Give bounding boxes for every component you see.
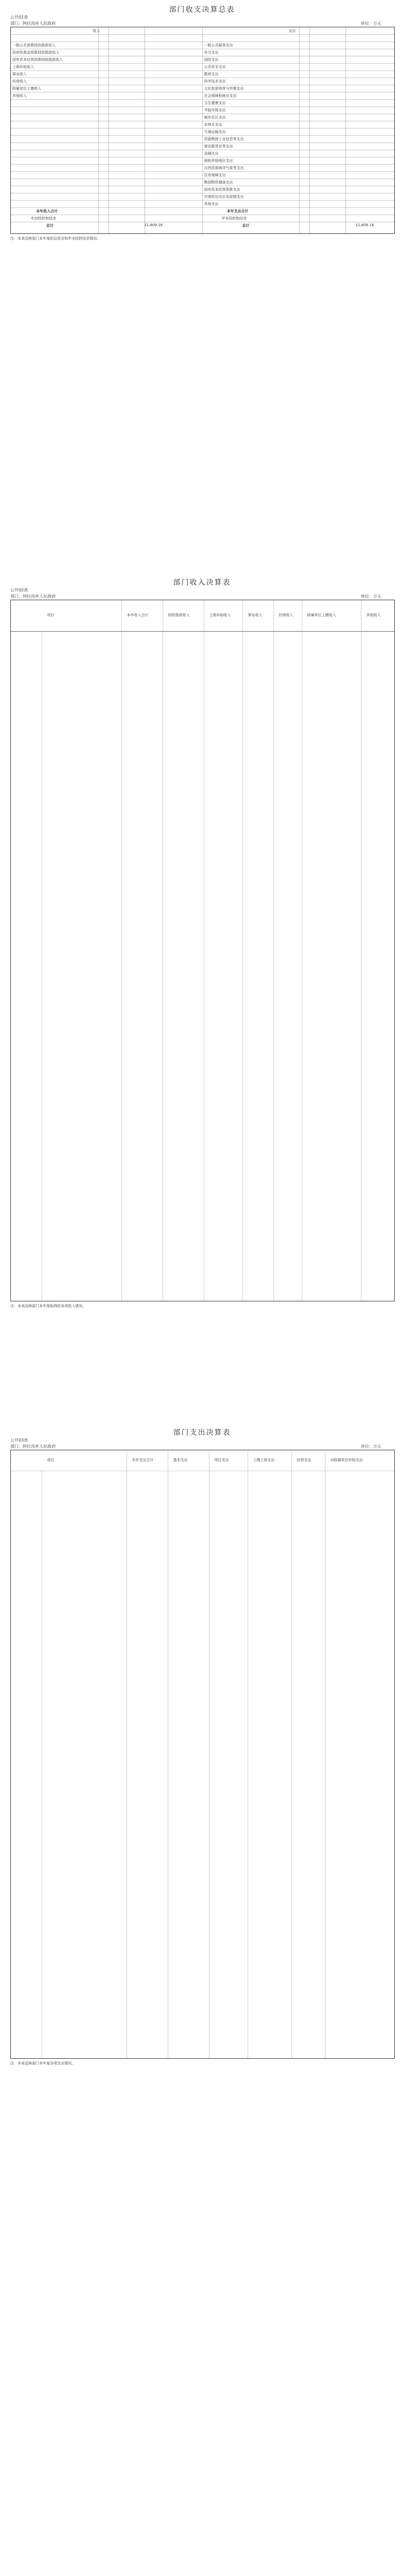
table-1-right-row: 社会保障和就业支出 (204, 94, 237, 98)
table-1-grand-in: 总计 (46, 224, 54, 228)
table-2-section (0, 268, 404, 1504)
table-3-col-item: 项目 (47, 1458, 54, 1462)
table-2-col-business: 事业收入 (248, 613, 262, 617)
table-1-right-row: 国防支出 (204, 58, 218, 62)
table-1-right-row: 公共安全支出 (204, 65, 226, 69)
table-1-left-row: 事业收入 (12, 72, 27, 76)
table-2-col-fiscal: 财政拨款收入 (168, 613, 190, 617)
table-3-col-project: 项目支出 (214, 1458, 229, 1462)
table-1-right-row: 卫生健康支出 (204, 101, 226, 105)
table-1-grand-in-value: 11,809.16 (144, 223, 163, 227)
table-1-left-row: 上级补助收入 (12, 65, 34, 69)
table-1-title: 部门收支决算总表 (169, 6, 235, 14)
table-2-col-total: 本年收入合计 (127, 613, 148, 617)
table-1-note: 注：本表反映部门本年度的总收支和年末结转结余情况。 (10, 236, 100, 241)
table-3-note: 注：本表反映部门本年度各项支出情况。 (10, 2061, 75, 2065)
table-2-col-item: 项目 (47, 613, 54, 617)
table-3-section (0, 1422, 404, 2092)
table-1-grid (10, 27, 395, 234)
table-1-right-row: 商业服务业等支出 (204, 144, 233, 148)
table-1-right-row: 教育支出 (204, 72, 218, 76)
table-1-right-row: 粮油物资储备支出 (204, 180, 233, 184)
table-1-left-row: 经营收入 (12, 79, 27, 83)
table-2-col-affiliate: 附属单位上缴收入 (307, 613, 336, 617)
table-1-right-row: 交通运输支出 (204, 130, 226, 134)
table-2-unit: 部门：阿拉沟乡人民政府 (10, 594, 56, 599)
table-1-right-row: 外交支出 (204, 50, 218, 55)
table-2-title: 部门收入决算表 (173, 579, 231, 587)
table-1-section (0, 0, 404, 268)
table-1-left-row: 政府性基金预算财政拨款收入 (12, 50, 59, 55)
table-1-grand-out-value: 11,809.16 (356, 223, 374, 227)
table-1-right-row: 灾害防治及应急管理支出 (204, 195, 244, 199)
table-3-col-upper: 上缴上级支出 (253, 1458, 275, 1462)
table-2-col-other: 其他收入 (366, 613, 381, 617)
table-2-currency: 单位：万元 (361, 594, 381, 599)
table-2-col-upper: 上级补助收入 (209, 613, 231, 617)
table-1-right-row: 城乡社区支出 (204, 115, 226, 120)
table-1-right-row: 其他支出 (204, 202, 218, 206)
table-4-section (0, 2571, 404, 2576)
table-1-carry: 年初结转和结余 (31, 216, 56, 221)
table-3-col-total: 本年支出合计 (132, 1458, 154, 1462)
table-3-lines (11, 1450, 394, 2058)
table-1-header-right: 支出 (289, 29, 296, 33)
table-1-right-row: 一般公共服务支出 (204, 43, 233, 47)
table-1-right-row: 援助其他地区支出 (204, 159, 233, 163)
table-1-right-row: 住房保障支出 (204, 173, 226, 177)
table-3-title: 部门支出决算表 (173, 1429, 231, 1437)
table-3-col-basic: 基本支出 (173, 1458, 188, 1462)
table-1-right-row: 国有资本经营预算支出 (204, 188, 240, 192)
table-1-end-carry: 年末结转和结余 (222, 216, 247, 221)
table-1-grand-out: 总计 (242, 224, 249, 228)
table-1-right-row: 农林水支出 (204, 123, 222, 127)
table-1-right-row: 文化旅游体育与传媒支出 (204, 87, 244, 91)
table-2-col-operation: 经营收入 (279, 613, 293, 617)
table-1-total-out: 本年支出合计 (227, 209, 248, 213)
table-1-left-row: 国有资本经营预算财政拨款收入 (12, 58, 63, 62)
table-3-unit: 部门：阿拉沟乡人民政府 (10, 1444, 56, 1449)
table-1-lines (11, 27, 394, 233)
table-1-total-in: 本年收入合计 (36, 209, 58, 213)
table-3-currency: 单位：万元 (361, 1444, 381, 1449)
table-1-unit: 部门：阿拉沟乡人民政府 (10, 21, 56, 26)
table-1-right-row: 自然资源海洋气象等支出 (204, 166, 244, 170)
table-1-right-row: 金融支出 (204, 151, 218, 156)
table-1-left-row: 附属单位上缴收入 (12, 87, 41, 91)
table-1-right-row: 资源勘探工业信息等支出 (204, 137, 244, 141)
table-3-col-operation: 经营支出 (297, 1458, 311, 1462)
table-2-grid (10, 600, 395, 1301)
table-3-page-no: 公开03表 (10, 1438, 28, 1443)
table-2-page-no: 公开02表 (10, 588, 28, 592)
table-2-note: 注：本表反映部门本年度取得的各项收入情况。 (10, 1304, 86, 1308)
table-3-col-affiliate: 对附属单位补助支出 (330, 1458, 363, 1462)
table-1-right-row: 节能环保支出 (204, 108, 226, 112)
table-3-grid (10, 1450, 395, 2059)
table-1-right-row: 科学技术支出 (204, 79, 226, 83)
table-2-lines (11, 600, 394, 1301)
table-1-currency: 单位：万元 (361, 21, 381, 26)
table-1-header-left: 收入 (93, 29, 100, 33)
table-1-left-row: 其他收入 (12, 94, 27, 98)
table-1-left-row: 一般公共预算财政拨款收入 (12, 43, 56, 47)
table-1-page-no: 公开01表 (10, 15, 28, 20)
